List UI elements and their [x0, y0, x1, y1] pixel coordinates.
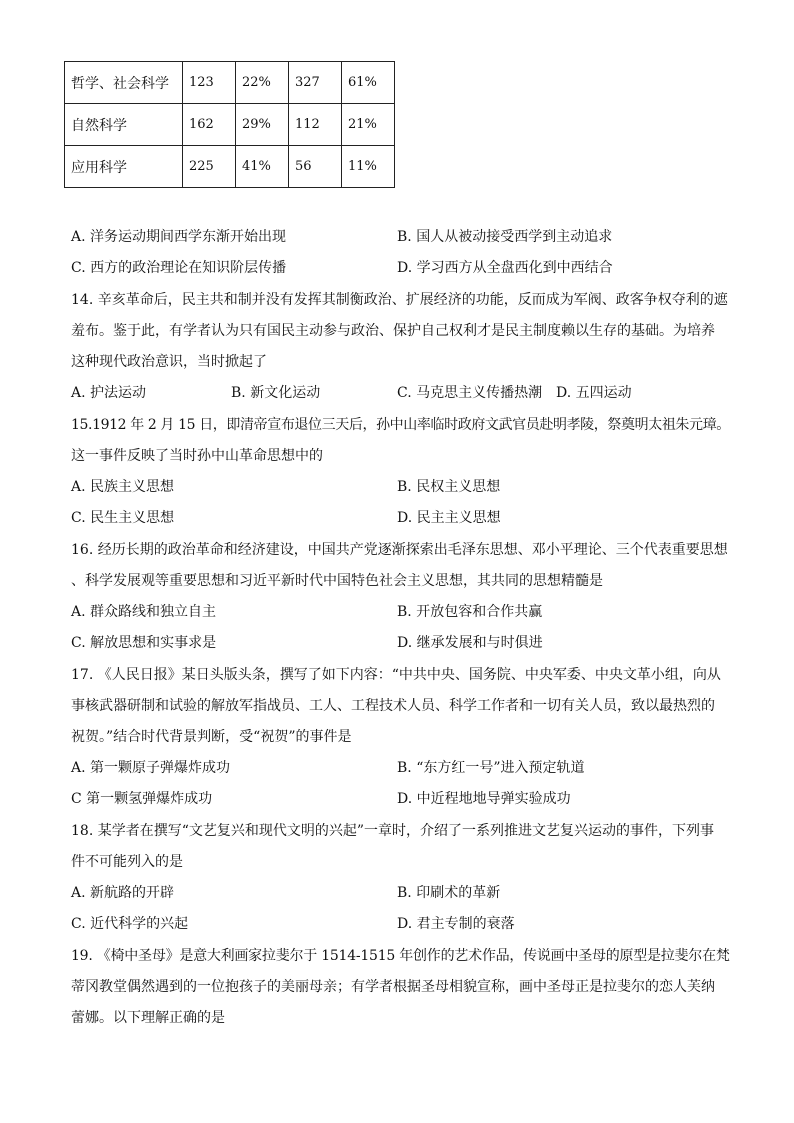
- q19-stem-line: 19. 《椅中圣母》是意大利画家拉斐尔于 1514-1515 年创作的艺术作品，传说画中圣母的原型是拉斐尔在梵: [71, 948, 730, 964]
- book-statistics-table: [64, 61, 395, 188]
- q17-option-a: A. 第一颗原子弹爆炸成功: [71, 760, 231, 776]
- q13-option-d: D. 学习西方从全盘西化到中西结合: [397, 260, 613, 276]
- table-cell: 21%: [342, 104, 395, 146]
- q14-stem-line: 羞布。鉴于此，有学者认为只有国民主动参与政治、保护自己权利才是民主制度赖以生存的基础。为培养: [71, 323, 715, 339]
- q15-option-b: B. 民权主义思想: [397, 479, 501, 495]
- q17-option-d: D. 中近程地地导弹实验成功: [397, 791, 571, 807]
- q18-option-c: C. 近代科学的兴起: [71, 916, 189, 932]
- q13-option-b: B. 国人从被动接受西学到主动追求: [397, 229, 613, 245]
- q14-option-c: C. 马克思主义传播热潮: [397, 385, 543, 401]
- q18-option-d: D. 君主专制的衰落: [397, 916, 515, 932]
- q16-stem-line: 、科学发展观等重要思想和习近平新时代中国特色社会主义思想，其共同的思想精髓是: [71, 573, 603, 589]
- q13-option-a: A. 洋务运动期间西学东渐开始出现: [71, 229, 287, 245]
- q19-stem-line: 蒂冈教堂偶然遇到的一位抱孩子的美丽母亲；有学者根据圣母相貌宣称，画中圣母正是拉斐尔的恋人芙纳: [71, 979, 715, 995]
- q15-option-d: D. 民主主义思想: [397, 510, 501, 526]
- table-cell: 61%: [342, 62, 395, 104]
- q18-option-a: A. 新航路的开辟: [71, 885, 175, 901]
- q14-stem-line: 这种现代政治意识，当时掀起了: [71, 354, 267, 370]
- q17-stem-line: 祝贺。”结合时代背景判断，受“祝贺”的事件是: [71, 729, 352, 745]
- q14-stem-line: 14. 辛亥革命后，民主共和制并没有发挥其制衡政治、扩展经济的功能，反而成为军阀、政客争权夺利的遮: [71, 292, 728, 308]
- q14-option-b: B. 新文化运动: [231, 385, 321, 401]
- table-row: [65, 62, 395, 104]
- q17-stem-line: 17. 《人民日报》某日头版头条，撰写了如下内容：“中共中央、国务院、中央军委、中央文革小组，向从: [71, 667, 721, 683]
- table-cell: 应用科学: [65, 146, 183, 188]
- q13-option-c: C. 西方的政治理论在知识阶层传播: [71, 260, 287, 276]
- q17-option-c: C 第一颗氢弹爆炸成功: [71, 791, 213, 807]
- table-cell: 56: [289, 146, 342, 188]
- table-cell: 29%: [236, 104, 289, 146]
- q16-option-d: D. 继承发展和与时俱进: [397, 635, 543, 651]
- table-cell: 自然科学: [65, 104, 183, 146]
- q16-option-b: B. 开放包容和合作共赢: [397, 604, 543, 620]
- q15-option-c: C. 民生主义思想: [71, 510, 175, 526]
- q16-option-c: C. 解放思想和实事求是: [71, 635, 217, 651]
- table-cell: 327: [289, 62, 342, 104]
- q15-stem-line: 这一事件反映了当时孙中山革命思想中的: [71, 448, 323, 464]
- q15-stem-line: 15.1912 年 2 月 15 日，即清帝宣布退位三天后，孙中山率临时政府文武官员赴明孝陵，祭奠明太祖朱元璋。: [71, 417, 730, 433]
- q16-option-a: A. 群众路线和独立自主: [71, 604, 217, 620]
- q18-stem-line: 件不可能列入的是: [71, 854, 183, 870]
- table-cell: 225: [183, 146, 236, 188]
- table-cell: 22%: [236, 62, 289, 104]
- table-cell: 162: [183, 104, 236, 146]
- table-cell: 哲学、社会科学: [65, 62, 183, 104]
- q18-stem-line: 18. 某学者在撰写“文艺复兴和现代文明的兴起”一章时，介绍了一系列推进文艺复兴运动的事件，下列事: [71, 823, 715, 839]
- q17-stem-line: 事核武器研制和试验的解放军指战员、工人、工程技术人员、科学工作者和一切有关人员，致以最热烈的: [71, 698, 715, 714]
- q18-option-b: B. 印刷术的革新: [397, 885, 501, 901]
- q19-stem-line: 蕾娜。以下理解正确的是: [71, 1010, 225, 1026]
- q14-option-d: D. 五四运动: [556, 385, 632, 401]
- table-cell: 112: [289, 104, 342, 146]
- q15-option-a: A. 民族主义思想: [71, 479, 175, 495]
- table-cell: 123: [183, 62, 236, 104]
- table-cell: 41%: [236, 146, 289, 188]
- table-cell: 11%: [342, 146, 395, 188]
- q17-option-b: B. “东方红一号”进入预定轨道: [397, 760, 585, 776]
- q16-stem-line: 16. 经历长期的政治革命和经济建设，中国共产党逐渐探索出毛泽东思想、邓小平理论、三个代表重要思想: [71, 542, 728, 558]
- table-row: [65, 104, 395, 146]
- table-row: [65, 146, 395, 188]
- q14-option-a: A. 护法运动: [71, 385, 147, 401]
